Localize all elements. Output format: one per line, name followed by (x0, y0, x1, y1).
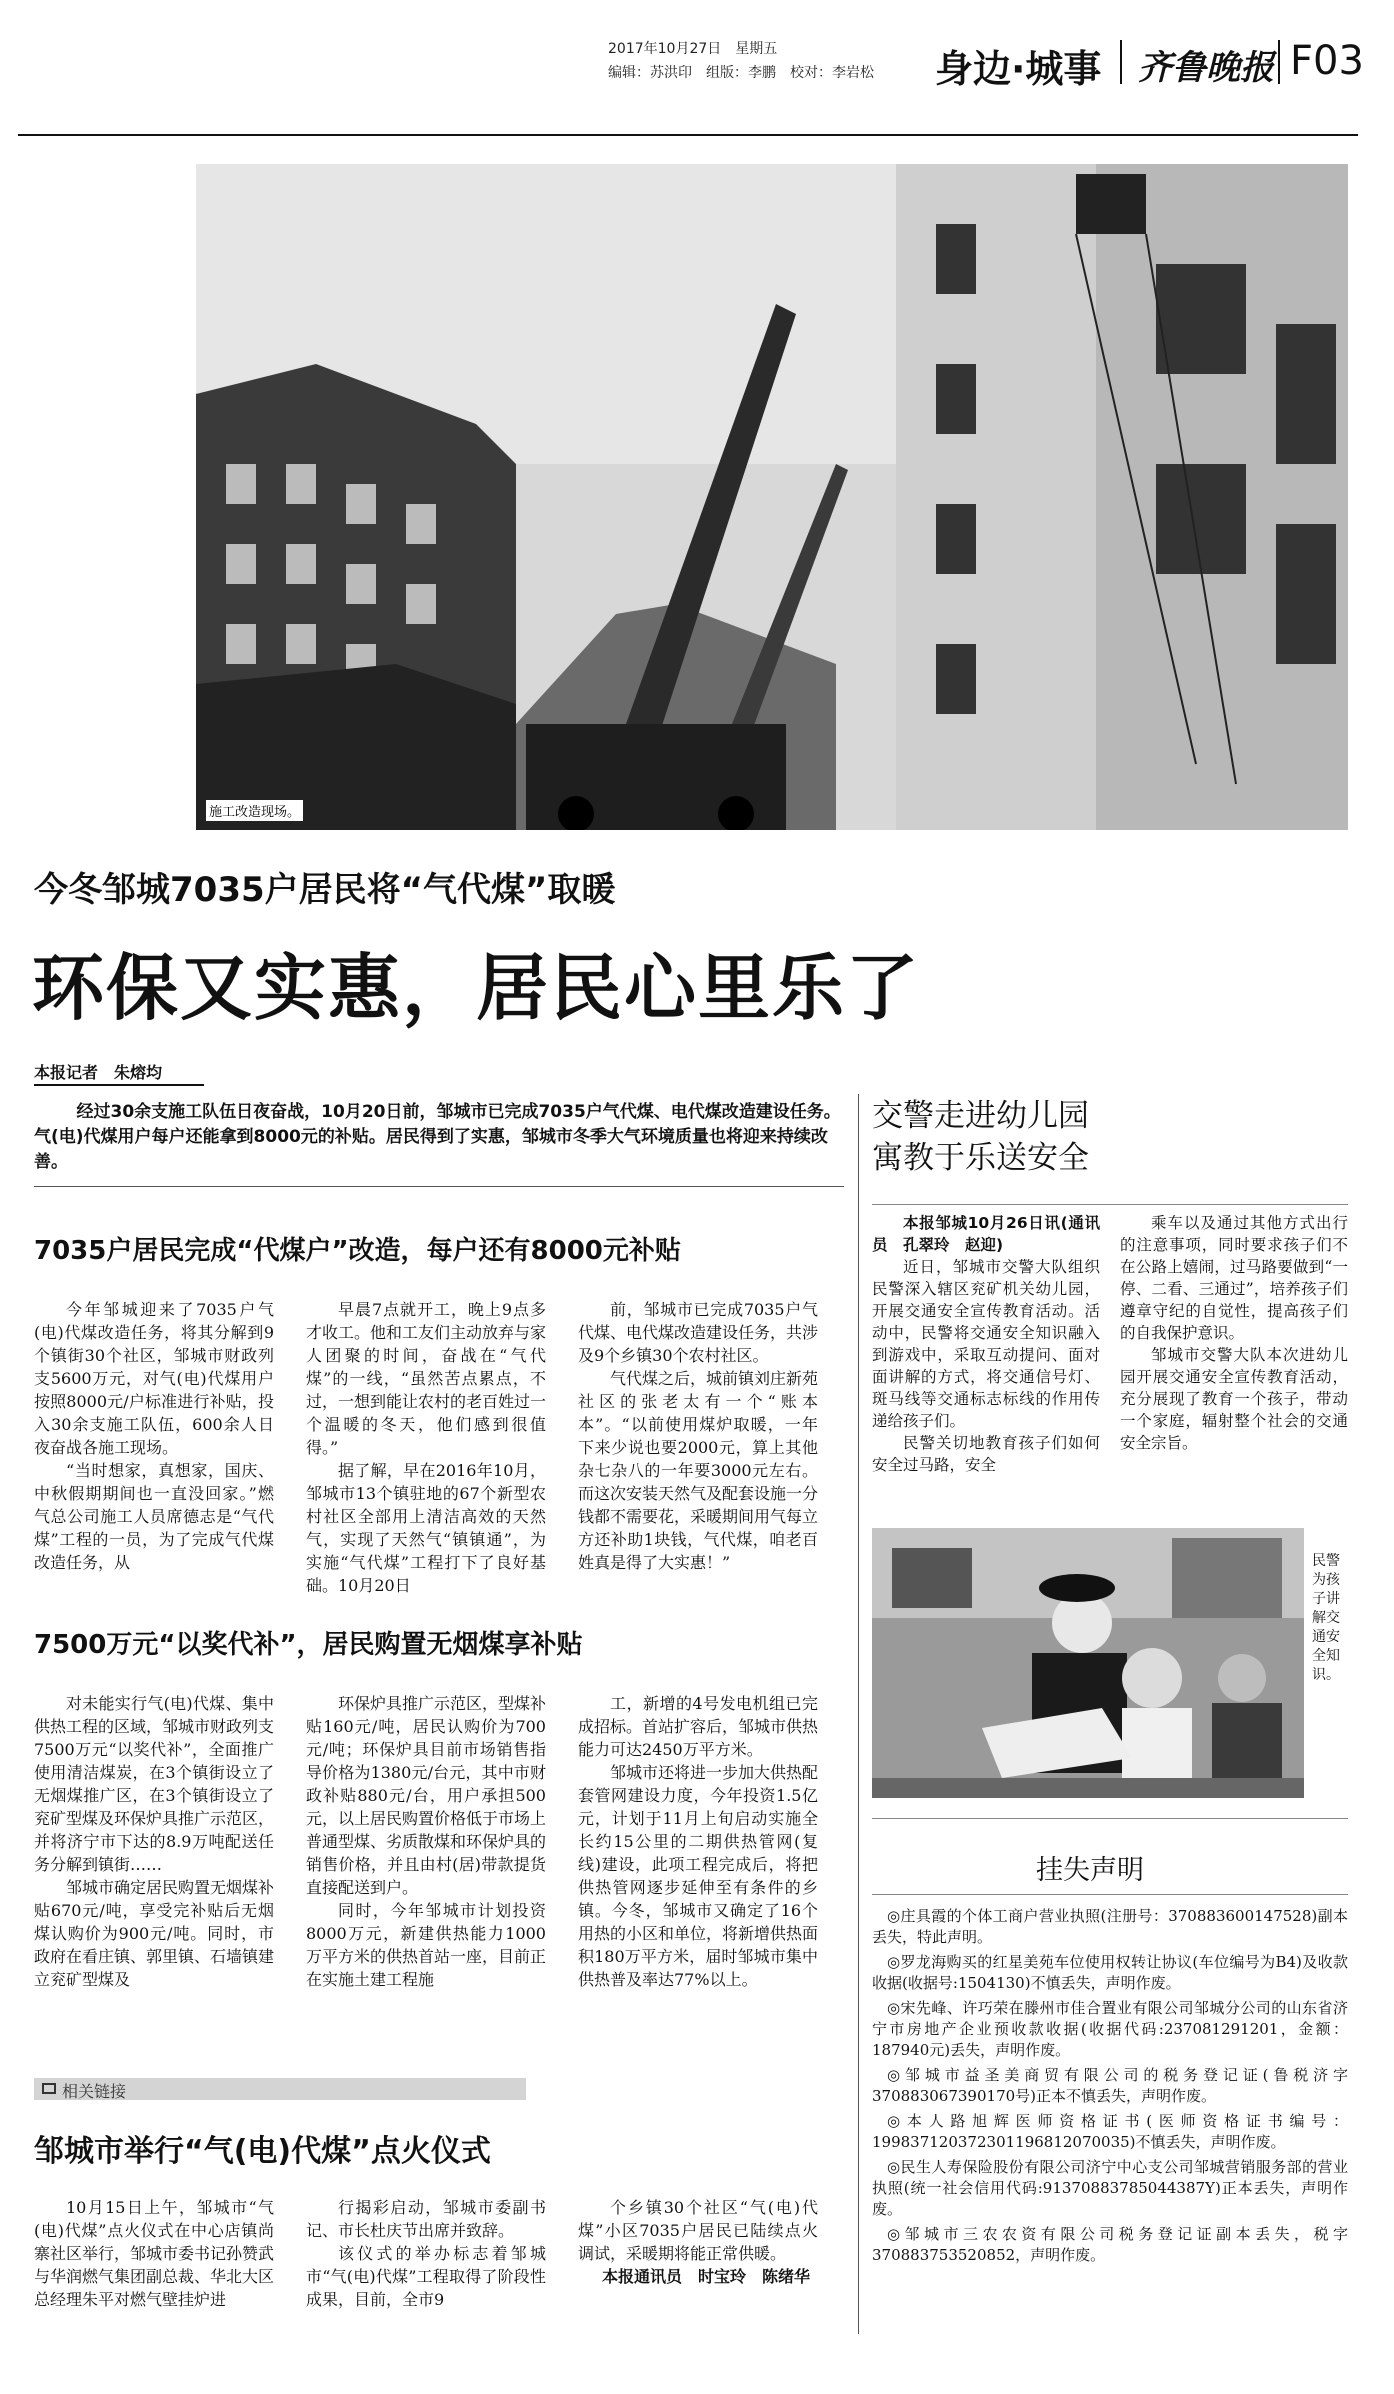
related-column-2 (306, 2196, 546, 2311)
police-kids-photo (872, 1528, 1304, 1798)
paragraph: 前，邹城市已完成7035户气代煤、电代煤改造建设任务，共涉及9个乡镇30个农村社区。 (578, 1300, 819, 1365)
header-divider-2 (1278, 40, 1280, 84)
notices-top-rule (872, 1818, 1348, 1819)
side-rule (872, 1204, 1348, 1205)
notice-item: ◎民生人寿保险股份有限公司济宁中心支公司邹城营销服务部的营业执照(统一社会信用代码:91370883785044387Y)正本丢失，声明作废。 (872, 2158, 1348, 2218)
notice-item: ◎罗龙海购买的红星美苑车位使用权转让协议(车位编号为B4)及收款收据(收据号:1504130)不慎丢失，声明作废。 (872, 1953, 1348, 1992)
page-number: F03 (1290, 38, 1364, 84)
header-rule (18, 134, 1358, 136)
paragraph: 同时，今年邹城市计划投资8000万元，新建供热能力1000万平方米的供热首站一座，目前正在实施土建工程施 (306, 1901, 547, 1989)
notices-list (872, 1906, 1348, 2270)
side-title-1: 交警走进幼儿园 (872, 1098, 1089, 1134)
lead-summary: 经过30余支施工队伍日夜奋战，10月20日前，邹城市已完成7035户气代煤、电代煤改造建设任务。气(电)代煤用户每户还能拿到8000元的补贴。居民得到了实惠，邹城市冬季大气环境质量也将迎来持续改善。 (34, 1102, 841, 1172)
section1-column-2 (306, 1298, 546, 1597)
paper-logo: 齐鲁晚报 (1138, 48, 1274, 88)
byline-rule (34, 1084, 204, 1086)
related-column-3 (578, 2196, 818, 2288)
paragraph: 行揭彩启动，邹城市委副书记、市长杜庆节出席并致辞。 (306, 2198, 546, 2240)
related-byline: 本报通讯员 时宝玲 陈绪华 (602, 2267, 811, 2286)
section1-column-3 (578, 1298, 818, 1574)
side-column-1 (872, 1212, 1100, 1476)
byline: 本报记者 朱熔均 (34, 1063, 163, 1082)
paragraph: 气代煤之后，城前镇刘庄新苑社区的张老太有一个“账本本”。“以前使用煤炉取暖，一年下来少说也要2000元，算上其他杂七杂八的一年要3000元左右。而这次安装天然气及配套设施一分钱都不需要花，采暖期间用气每立方还补助1块钱，气代煤，咱老百姓真是得了大实惠！” (578, 1369, 819, 1572)
paragraph: 10月15日上午，邹城市“气(电)代煤”点火仪式在中心店镇尚寨社区举行，邹城市委书记孙赞武与华润燃气集团副总裁、华北大区总经理朱平对燃气壁挂炉进 (34, 2198, 275, 2309)
notice-item: ◎庄具霞的个体工商户营业执照(注册号：370883600147528)副本丢失，特此声明。 (872, 1907, 1348, 1946)
paragraph: 工，新增的4号发电机组已完成招标。首站扩容后，邹城市供热能力可达2450万平方米。 (578, 1694, 819, 1759)
paragraph: 个乡镇30个社区“气(电)代煤”小区7035户居民已陆续点火调试，采暖期将能正常供暖。 (578, 2198, 818, 2263)
column-divider (858, 1094, 859, 2334)
paragraph: 据了解，早在2016年10月，邹城市13个镇驻地的67个新型农村社区全部用上清洁高效的天然气，实现了天然气“镇镇通”，为实施“气代煤”工程打下了良好基础。10月20日 (306, 1461, 546, 1595)
editorial-staff: 编辑：苏洪印 组版：李鹏 校对：李岩松 (608, 65, 874, 81)
paragraph: 邹城市还将进一步加大供热配套管网建设力度，今年投资1.5亿元，计划于11月上旬启动实施全长约15公里的二期供热管网(复线)建设，此项工程完成后，将把供热管网逐步延伸至有条件的乡镇。今冬，邹城市又确定了16个用热的小区和单位，将新增供热面积180万平方米，届时邹城市集中供热普及率达77%以上。 (578, 1763, 819, 1989)
notice-item: ◎宋先峰、许巧荣在滕州市佳合置业有限公司邹城分公司的山东省济宁市房地产企业预收款收据(收据代码:237081291201，金额：187940元)丢失，声明作废。 (872, 1999, 1348, 2059)
related-column-1 (34, 2196, 274, 2311)
notices-title-rule (872, 1894, 1348, 1895)
notice-item: ◎本人路旭辉医师资格证书(医师资格证书编号：199837120372301196812070035)不慎丢失，声明作废。 (872, 2112, 1348, 2151)
paragraph: “当时想家，真想家，国庆、中秋假期期间也一直没回家。”燃气总公司施工人员席德志是“气代煤”工程的一员，为了完成气代煤改造任务，从 (34, 1461, 274, 1572)
side-photo-caption: 民警为孩子讲解交通安全知识。 (1312, 1553, 1340, 1683)
related-title: 邹城市举行“气(电)代煤”点火仪式 (34, 2134, 491, 2169)
construction-scene-image (196, 164, 1348, 830)
police-kids-image (872, 1528, 1304, 1798)
notice-item: ◎邹城市三农农资有限公司税务登记证副本丢失，税字370883753520852，声明作废。 (872, 2225, 1348, 2264)
issue-date: 2017年10月27日 星期五 (608, 41, 778, 57)
paragraph: 环保炉具推广示范区，型煤补贴160元/吨，居民认购价为700元/吨；环保炉具目前市场销售指导价格为1380元/台元，其中市财政补贴880元/台，用户承担500元，以上居民购置价格低于市场上普通型煤、劣质散煤和环保炉具的销售价格，并且由村(居)带款提货直接配送到户。 (306, 1694, 547, 1897)
section1-column-1 (34, 1298, 274, 1574)
section2-column-2 (306, 1692, 546, 1991)
side-column-2 (1120, 1212, 1348, 1454)
paragraph: 对未能实行气(电)代煤、集中供热工程的区域，邹城市财政列支7500万元“以奖代补”，全面推广使用清洁煤炭，在3个镇街设立了无烟煤推广区，在3个镇街设立了兖矿型煤及环保炉具推广示范区，并将济宁市下达的8.9万吨配送任务分解到镇街…… (34, 1694, 275, 1874)
notices-title: 挂失声明 (1036, 1855, 1144, 1886)
section2-title: 7500万元“以奖代补”，居民购置无烟煤享补贴 (34, 1630, 583, 1660)
kicker-headline: 今冬邹城7035户居民将“气代煤”取暖 (34, 870, 616, 910)
notice-item: ◎邹城市益圣美商贸有限公司的税务登记证(鲁税济字370883067390170号)正本不慎丢失，声明作废。 (872, 2066, 1348, 2105)
section2-column-3 (578, 1692, 818, 1991)
side-byline: 本报邹城10月26日讯(通讯员 孔翠玲 赵迎) (872, 1214, 1100, 1254)
main-headline: 环保又实惠，居民心里乐了 (32, 946, 921, 1030)
header-divider (1120, 40, 1122, 84)
summary-rule (34, 1186, 844, 1187)
paragraph: 今年邹城迎来了7035户气(电)代煤改造任务，将其分解到9个镇街30个社区，邹城市财政列支5600万元，对气(电)代煤用户按照8000元/户标准进行补贴，投入30余支施工队伍，600余人日夜奋战各施工现场。 (34, 1300, 274, 1457)
paragraph: 近日，邹城市交警大队组织民警深入辖区兖矿机关幼儿园，开展交通安全宣传教育活动。活动中，民警将交通安全知识融入到游戏中，采取互动提问、面对面讲解的方式，将交通信号灯、斑马线等交通标志标线的作用传递给孩子们。 (872, 1258, 1100, 1430)
related-links-label: 相关链接 (62, 2082, 127, 2101)
section2-column-1 (34, 1692, 274, 1991)
paragraph: 乘车以及通过其他方式出行的注意事项，同时要求孩子们不在公路上嬉闹，过马路要做到“一停、二看、三通过”，培养孩子们遵章守纪的自觉性，提高孩子们的自我保护意识。 (1120, 1214, 1348, 1342)
main-photo (196, 164, 1348, 830)
side-title-2: 寓教于乐送安全 (872, 1140, 1089, 1176)
section-name: 身边·城事 (935, 47, 1102, 91)
paragraph: 邹城市交警大队本次进幼儿园开展交通安全宣传教育活动，充分展现了教育一个孩子，带动一个家庭，辐射整个社会的交通安全宗旨。 (1120, 1346, 1348, 1452)
related-links-bar (34, 2078, 526, 2100)
section1-title: 7035户居民完成“代煤户”改造，每户还有8000元补贴 (34, 1236, 681, 1266)
paragraph: 民警关切地教育孩子们如何安全过马路，安全 (872, 1434, 1100, 1474)
paragraph: 该仪式的举办标志着邹城市“气(电)代煤”工程取得了阶段性成果，目前，全市9 (306, 2244, 546, 2309)
paragraph: 早晨7点就开工，晚上9点多才收工。他和工友们主动放弃与家人团聚的时间，奋战在“气代煤”的一线，“虽然苦点累点，不过，一想到能让农村的老百姓过一个温暖的冬天，他们感到很值得。” (306, 1300, 547, 1457)
paragraph: 邹城市确定居民购置无烟煤补贴670元/吨，享受完补贴后无烟煤认购价为900元/吨。同时，市政府在看庄镇、郭里镇、石墙镇建立兖矿型煤及 (34, 1878, 275, 1989)
document-icon (42, 2083, 56, 2094)
main-photo-caption: 施工改造现场。 (206, 800, 303, 821)
